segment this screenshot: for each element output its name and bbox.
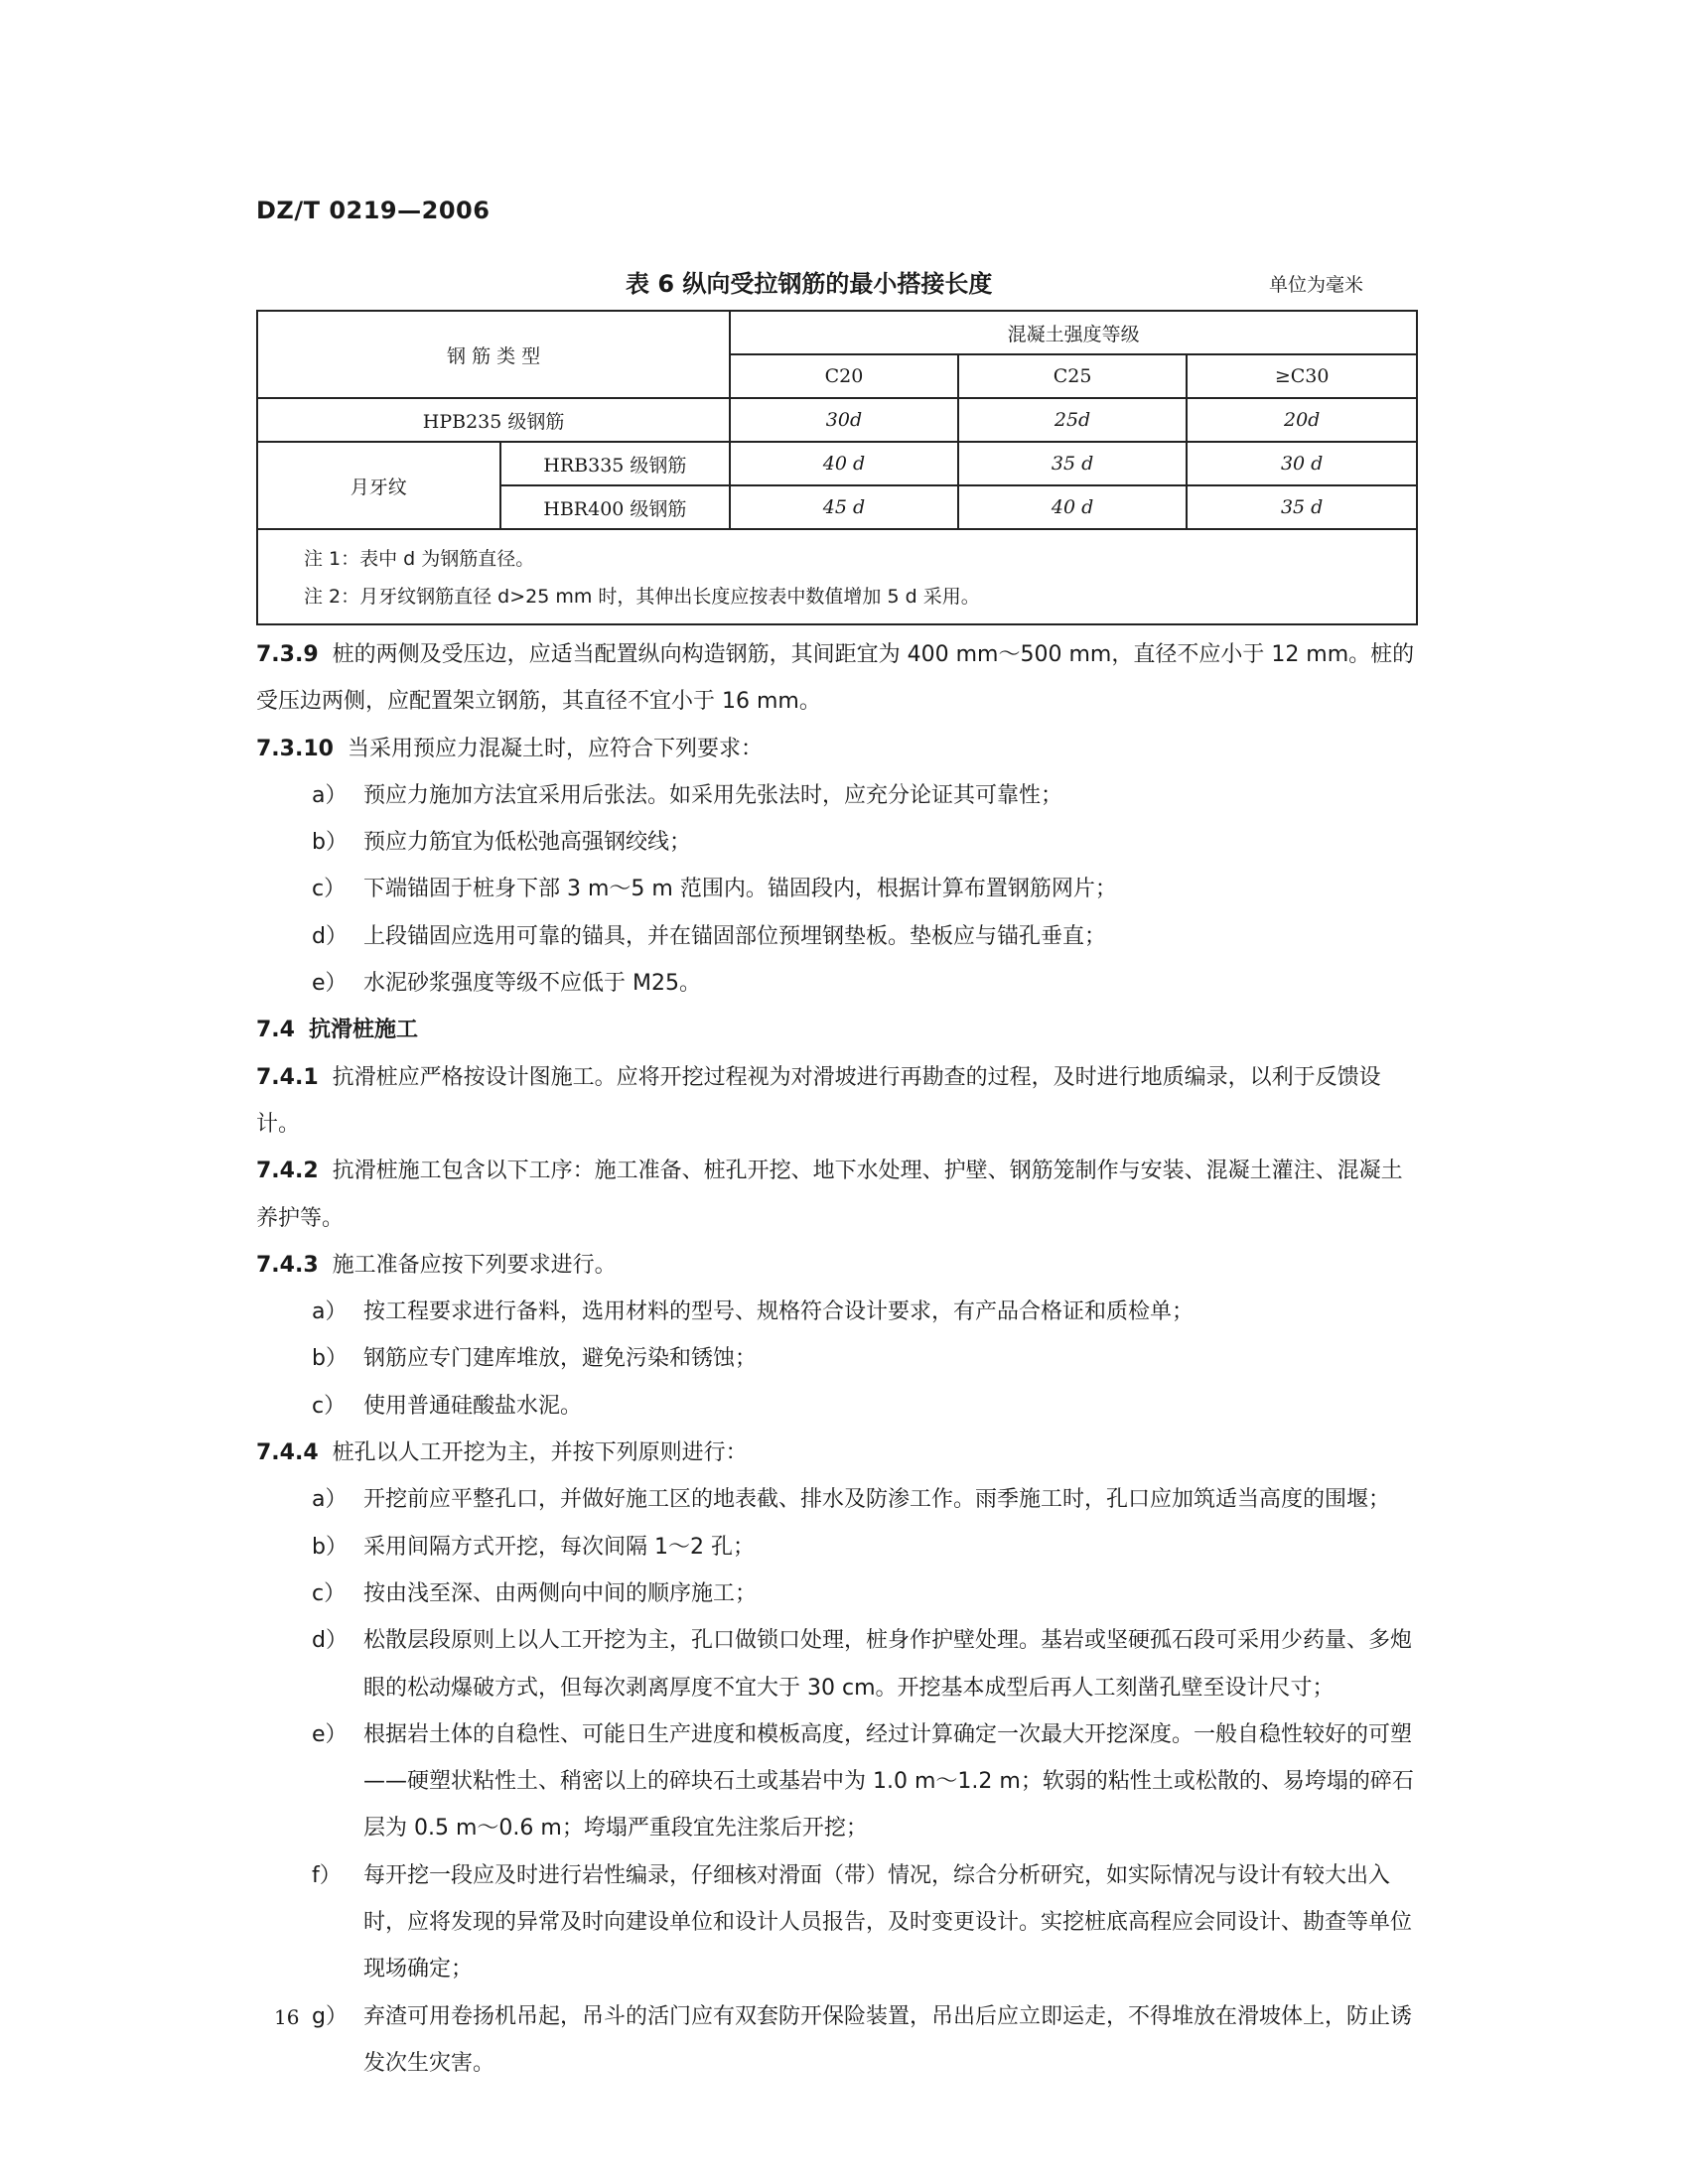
- clause-7-4-1: 7.4.1 抗滑桩应严格按设计图施工。应将开挖过程视为对滑坡进行再勘查的过程，及时进行地质编录，以利于反馈设计。: [256, 1064, 1381, 1137]
- list-item: d） 上段锚固应选用可靠的锚具，并在锚固部位预埋钢垫板。垫板应与锚孔垂直；: [312, 923, 1107, 949]
- clause-7-4-3: 7.4.3 施工准备应按下列要求进行。: [256, 1252, 617, 1278]
- table-cell: 35 d: [958, 442, 1188, 485]
- list-item: d） 松散层段原则上以人工开挖为主，孔口做锁口处理，桩身作护壁处理。基岩或坚硬孤石段可采用少药量、多炮眼的松动爆破方式，但每次剥离厚度不宜大于 30 cm。开挖基本成型后再人工刻凿孔壁至设计尺寸；: [312, 1628, 1413, 1701]
- section-heading-7-4: 7.4 抗滑桩施工: [256, 1018, 418, 1043]
- body-text: [256, 631, 1418, 2087]
- table-cell: 30 d: [1187, 442, 1417, 485]
- list-item: a） 预应力施加方法宜采用后张法。如采用先张法时，应充分论证其可靠性；: [312, 782, 1063, 808]
- table-header-grade-c20: C20: [730, 354, 958, 398]
- clause-7-3-10: 7.3.10 当采用预应力混凝土时，应符合下列要求：: [256, 736, 763, 761]
- standard-code: DZ/T 0219—2006: [256, 197, 491, 224]
- lap-length-table: [256, 310, 1418, 625]
- table-cell: 40 d: [730, 442, 958, 485]
- table-cell-type: HRB335 级钢筋: [500, 442, 731, 485]
- table-cell: 20d: [1187, 398, 1417, 442]
- table-cell: 30d: [730, 398, 958, 442]
- page-number: 16: [274, 2005, 300, 2029]
- clause-7-4-4: 7.4.4 桩孔以人工开挖为主，并按下列原则进行：: [256, 1440, 748, 1466]
- list-item: c） 下端锚固于桩身下部 3 m～5 m 范围内。锚固段内，根据计算布置钢筋网片；: [312, 877, 1117, 902]
- table-header-grade: 混凝土强度等级: [730, 311, 1417, 354]
- list-item: e） 根据岩土体的自稳性、可能日生产进度和模板高度，经过计算确定一次最大开挖深度。一般自稳性较好的可塑——硬塑状粘性土、稍密以上的碎块石土或基岩中为 1.0 m～1.2 m；软弱的粘性土或松散的、易垮塌的碎石层为 0.5 m～0.6 m；垮塌严重段宜先注浆后开挖；: [312, 1721, 1414, 1842]
- table-cell: 35 d: [1187, 485, 1417, 529]
- table-notes: [257, 529, 1417, 624]
- clause-7-4-2: 7.4.2 抗滑桩施工包含以下工序：施工准备、桩孔开挖、地下水处理、护壁、钢筋笼制作与安装、混凝土灌注、混凝土养护等。: [256, 1159, 1403, 1231]
- table-cell-group: 月牙纹: [257, 442, 500, 529]
- table-note-1: 注 1：表中 d 为钢筋直径。: [304, 548, 535, 570]
- list-item: b） 钢筋应专门建库堆放，避免污染和锈蚀；: [312, 1346, 758, 1372]
- list-item: b） 预应力筋宜为低松弛高强钢绞线；: [312, 830, 692, 856]
- list-item: c） 使用普通硅酸盐水泥。: [312, 1393, 583, 1419]
- table-header-type: 钢 筋 类 型: [257, 311, 730, 398]
- table-cell: 45 d: [730, 485, 958, 529]
- list-item: f） 每开挖一段应及时进行岩性编录，仔细核对滑面（带）情况，综合分析研究，如实际情况与设计有较大出入时，应将发现的异常及时向建设单位和设计人员报告，及时变更设计。实挖桩底高程应会同设计、勘查等单位现场确定；: [312, 1862, 1413, 1982]
- table-cell: 40 d: [958, 485, 1188, 529]
- table-header-grade-c30: ≥C30: [1187, 354, 1417, 398]
- table-cell-type: HBR400 级钢筋: [500, 485, 731, 529]
- table-cell-type: HPB235 级钢筋: [257, 398, 730, 442]
- table-cell: 25d: [958, 398, 1188, 442]
- table-note-2: 注 2：月牙纹钢筋直径 d>25 mm 时，其伸出长度应按表中数值增加 5 d 采用。: [304, 586, 980, 608]
- list-item: b） 采用间隔方式开挖，每次间隔 1～2 孔；: [312, 1534, 755, 1560]
- table-notes-row: [257, 529, 1417, 624]
- clause-7-3-9: 7.3.9 桩的两侧及受压边，应适当配置纵向构造钢筋，其间距宜为 400 mm～500 mm，直径不应小于 12 mm。桩的受压边两侧，应配置架立钢筋，其直径不宜小于 16 mm。: [256, 642, 1415, 715]
- table-unit: 单位为毫米: [1269, 274, 1364, 296]
- list-item: c） 按由浅至深、由两侧向中间的顺序施工；: [312, 1580, 758, 1606]
- list-item: a） 开挖前应平整孔口，并做好施工区的地表截、排水及防渗工作。雨季施工时，孔口应加筑适当高度的围堰；: [312, 1487, 1391, 1513]
- table-row: [257, 442, 1417, 485]
- table-title: 表 6 纵向受拉钢筋的最小搭接长度: [626, 270, 993, 298]
- list-item: e） 水泥砂浆强度等级不应低于 M25。: [312, 971, 701, 997]
- table-row: [257, 398, 1417, 442]
- list-item: a） 按工程要求进行备料，选用材料的型号、规格符合设计要求，有产品合格证和质检单；: [312, 1299, 1195, 1325]
- table-header-grade-c25: C25: [958, 354, 1188, 398]
- list-item: g） 弃渣可用卷扬机吊起，吊斗的活门应有双套防开保险装置，吊出后应立即运走，不得堆放在滑坡体上，防止诱发次生灾害。: [312, 2003, 1413, 2076]
